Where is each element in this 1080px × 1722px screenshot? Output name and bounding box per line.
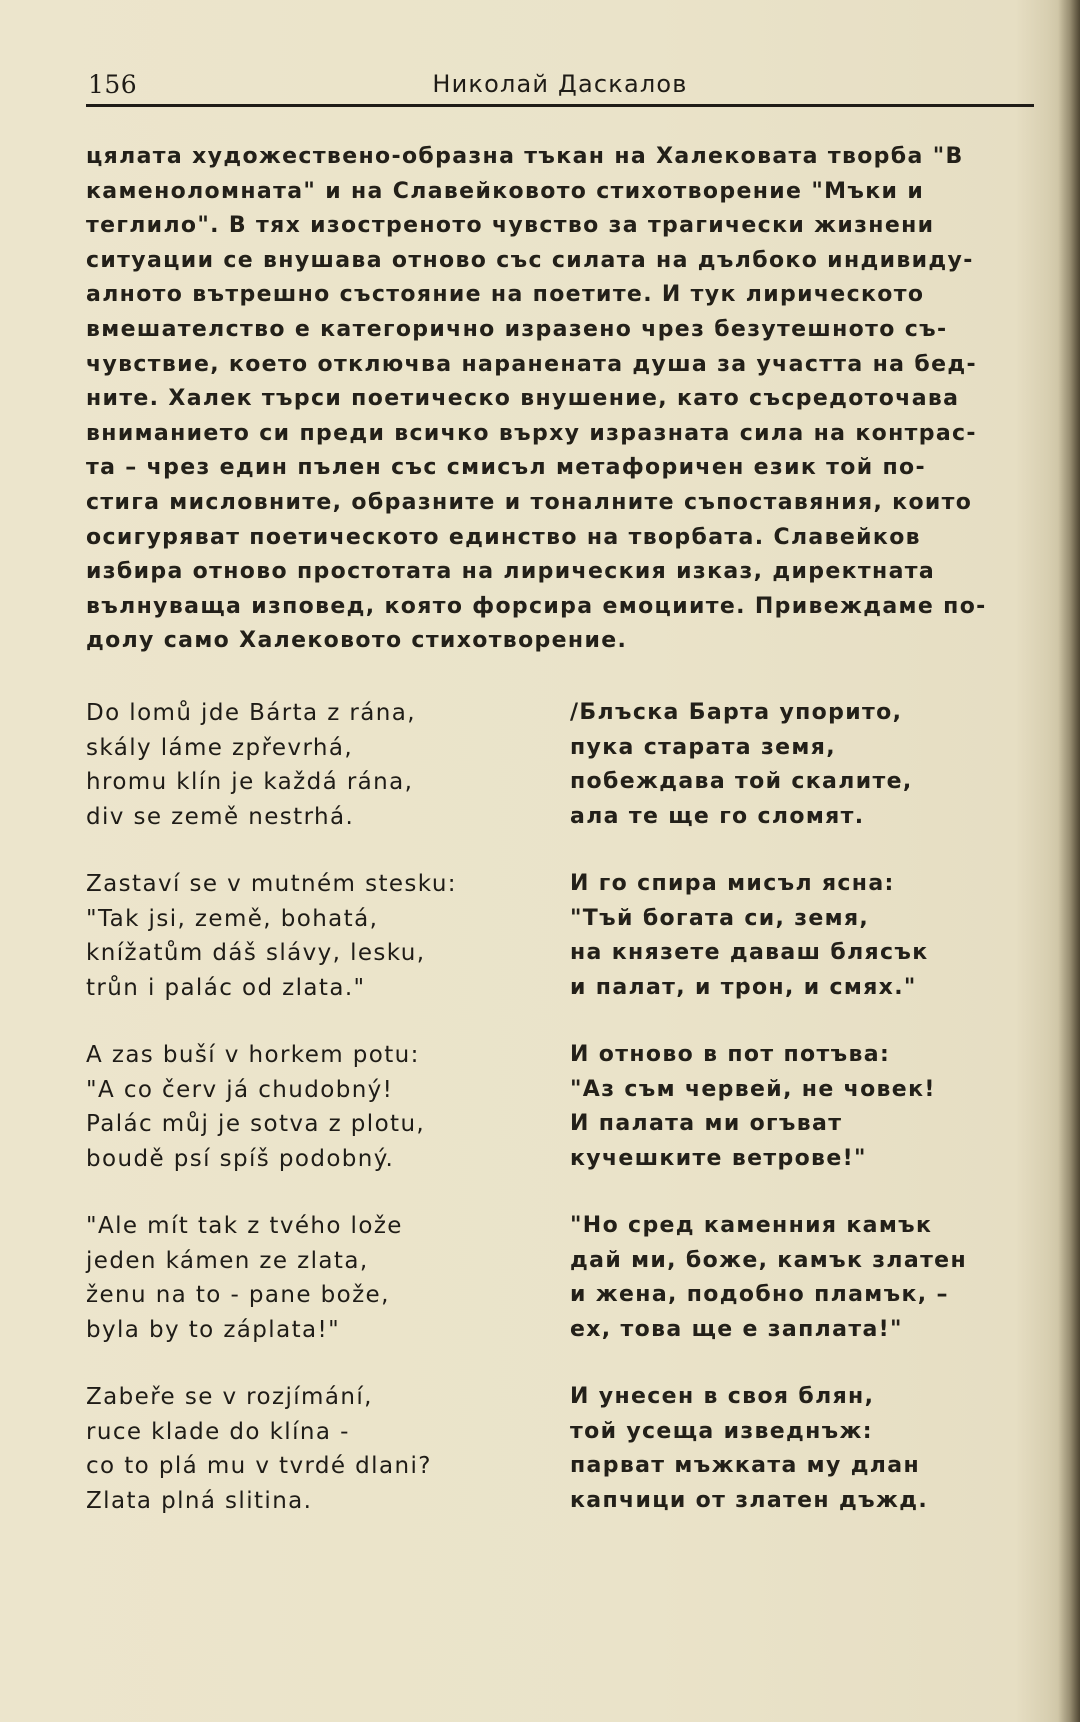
text-line: алното вътрешно състояние на поетите. И тук лирическото xyxy=(86,282,925,308)
bulgarian-stanza-1 xyxy=(570,696,1040,867)
verse-line: Zastaví se v mutném stesku: xyxy=(86,871,457,897)
verse-line: И палата ми огъват xyxy=(570,1111,843,1137)
page-edge-shadow xyxy=(1058,0,1080,1722)
verse-line: div se země nestrhá. xyxy=(86,803,355,830)
verse-line: skály láme zpřevrhá, xyxy=(86,734,354,761)
bulgarian-stanza-4 xyxy=(570,1209,1040,1380)
czech-stanza-3 xyxy=(86,1038,556,1209)
text-line: каменоломната" и на Славейковото стихотворение "Мъки и xyxy=(86,178,925,204)
verse-line: ех, това ще е заплата!" xyxy=(570,1316,903,1342)
verse-line: и жена, подобно пламък, – xyxy=(570,1282,949,1308)
body-paragraph xyxy=(86,140,1036,659)
poem-bulgarian-column xyxy=(570,696,1040,1551)
page-number: 156 xyxy=(88,70,138,99)
verse-line: Zlata plná slitina. xyxy=(86,1487,313,1514)
text-line: осигуряват поетическото единство на творбата. Славейков xyxy=(86,524,921,550)
verse-line: "A co červ já chudobný! xyxy=(86,1076,394,1103)
page-header xyxy=(86,68,1034,107)
verse-line: Zabeře se v rozjímání, xyxy=(86,1384,373,1410)
verse-line: побеждава той скалите, xyxy=(570,769,913,795)
verse-line: ала те ще го сломят. xyxy=(570,803,865,829)
verse-line: пука старата земя, xyxy=(570,734,836,760)
text-line: стига мисловните, образните и тоналните съпоставяния, които xyxy=(86,489,973,515)
text-line: вълнуваща изповед, която форсира емоциите. Привеждаме по- xyxy=(86,593,987,619)
verse-line: trůn i palác od zlata." xyxy=(86,974,366,1001)
verse-line: "Тъй богата си, земя, xyxy=(570,905,870,931)
text-line: цялата художествено-образна тъкан на Халековата творба "В xyxy=(86,144,964,169)
verse-line: парват мъжката му длан xyxy=(570,1453,921,1479)
verse-line: "Но сред каменния камък xyxy=(570,1213,933,1238)
verse-line: "Ale mít tak z tvého lože xyxy=(86,1213,403,1239)
verse-line: "Tak jsi, země, bohatá, xyxy=(86,905,379,932)
text-line: чувствие, което отключва наранената душа за участта на бед- xyxy=(86,351,977,377)
verse-line: И унесен в своя блян, xyxy=(570,1384,875,1409)
text-line: избира отново простотата на лирическия изказ, директната xyxy=(86,559,936,585)
text-line: ните. Халек търси поетическо внушение, като съсредоточава xyxy=(86,386,960,412)
text-line: вмешателство е категорично изразено чрез безутешното съ- xyxy=(86,316,948,342)
verse-line: co to plá mu v tvrdé dlani? xyxy=(86,1453,432,1480)
verse-line: кучешките ветрове!" xyxy=(570,1145,867,1171)
bulgarian-stanza-3 xyxy=(570,1038,1040,1209)
verse-line: капчици от златен дъжд. xyxy=(570,1487,929,1513)
verse-line: /Блъска Барта упорито, xyxy=(570,700,903,725)
verse-line: knížatům dáš slávy, lesku, xyxy=(86,940,426,967)
czech-stanza-5 xyxy=(86,1380,556,1551)
verse-line: той усеща изведнъж: xyxy=(570,1418,873,1444)
verse-line: Do lomů jde Bárta z rána, xyxy=(86,700,416,726)
verse-line: ruce klade do klína - xyxy=(86,1418,350,1445)
czech-stanza-4 xyxy=(86,1209,556,1380)
bulgarian-stanza-5 xyxy=(570,1380,1040,1551)
czech-stanza-2 xyxy=(86,867,556,1038)
verse-line: A zas buší v horkem potu: xyxy=(86,1042,420,1068)
text-line: теглило". В тях изостреното чувство за трагически жизнени xyxy=(86,213,935,239)
text-line: та – чрез един пълен със смисъл метафоричен език той по- xyxy=(86,455,926,481)
verse-line: hromu klín je každá rána, xyxy=(86,769,414,796)
verse-line: и палат, и трон, и смях." xyxy=(570,974,917,1000)
verse-line: ženu na to - pane bože, xyxy=(86,1282,390,1309)
verse-line: "Аз съм червей, не човек! xyxy=(570,1076,936,1102)
verse-line: И го спира мисъл ясна: xyxy=(570,871,895,896)
verse-line: Palác můj je sotva z plotu, xyxy=(86,1111,426,1138)
czech-stanza-1 xyxy=(86,696,556,867)
verse-line: jeden kámen ze zlata, xyxy=(86,1247,369,1274)
verse-line: на князете даваш блясък xyxy=(570,940,929,966)
verse-line: byla by to záplata!" xyxy=(86,1316,341,1343)
verse-line: И отново в пот потъва: xyxy=(570,1042,891,1067)
text-line: ситуации се внушава отново със силата на дълбоко индивиду- xyxy=(86,247,974,273)
bulgarian-stanza-2 xyxy=(570,867,1040,1038)
verse-line: boudě psí spíš podobný. xyxy=(86,1145,395,1172)
verse-line: дай ми, боже, камък златен xyxy=(570,1247,968,1273)
running-title: Николай Даскалов xyxy=(432,70,688,98)
text-line: вниманието си преди всичко върху изразната сила на контрас- xyxy=(86,420,977,446)
text-line: долу само Халековото стихотворение. xyxy=(86,628,628,654)
poem-czech-column xyxy=(86,696,556,1551)
